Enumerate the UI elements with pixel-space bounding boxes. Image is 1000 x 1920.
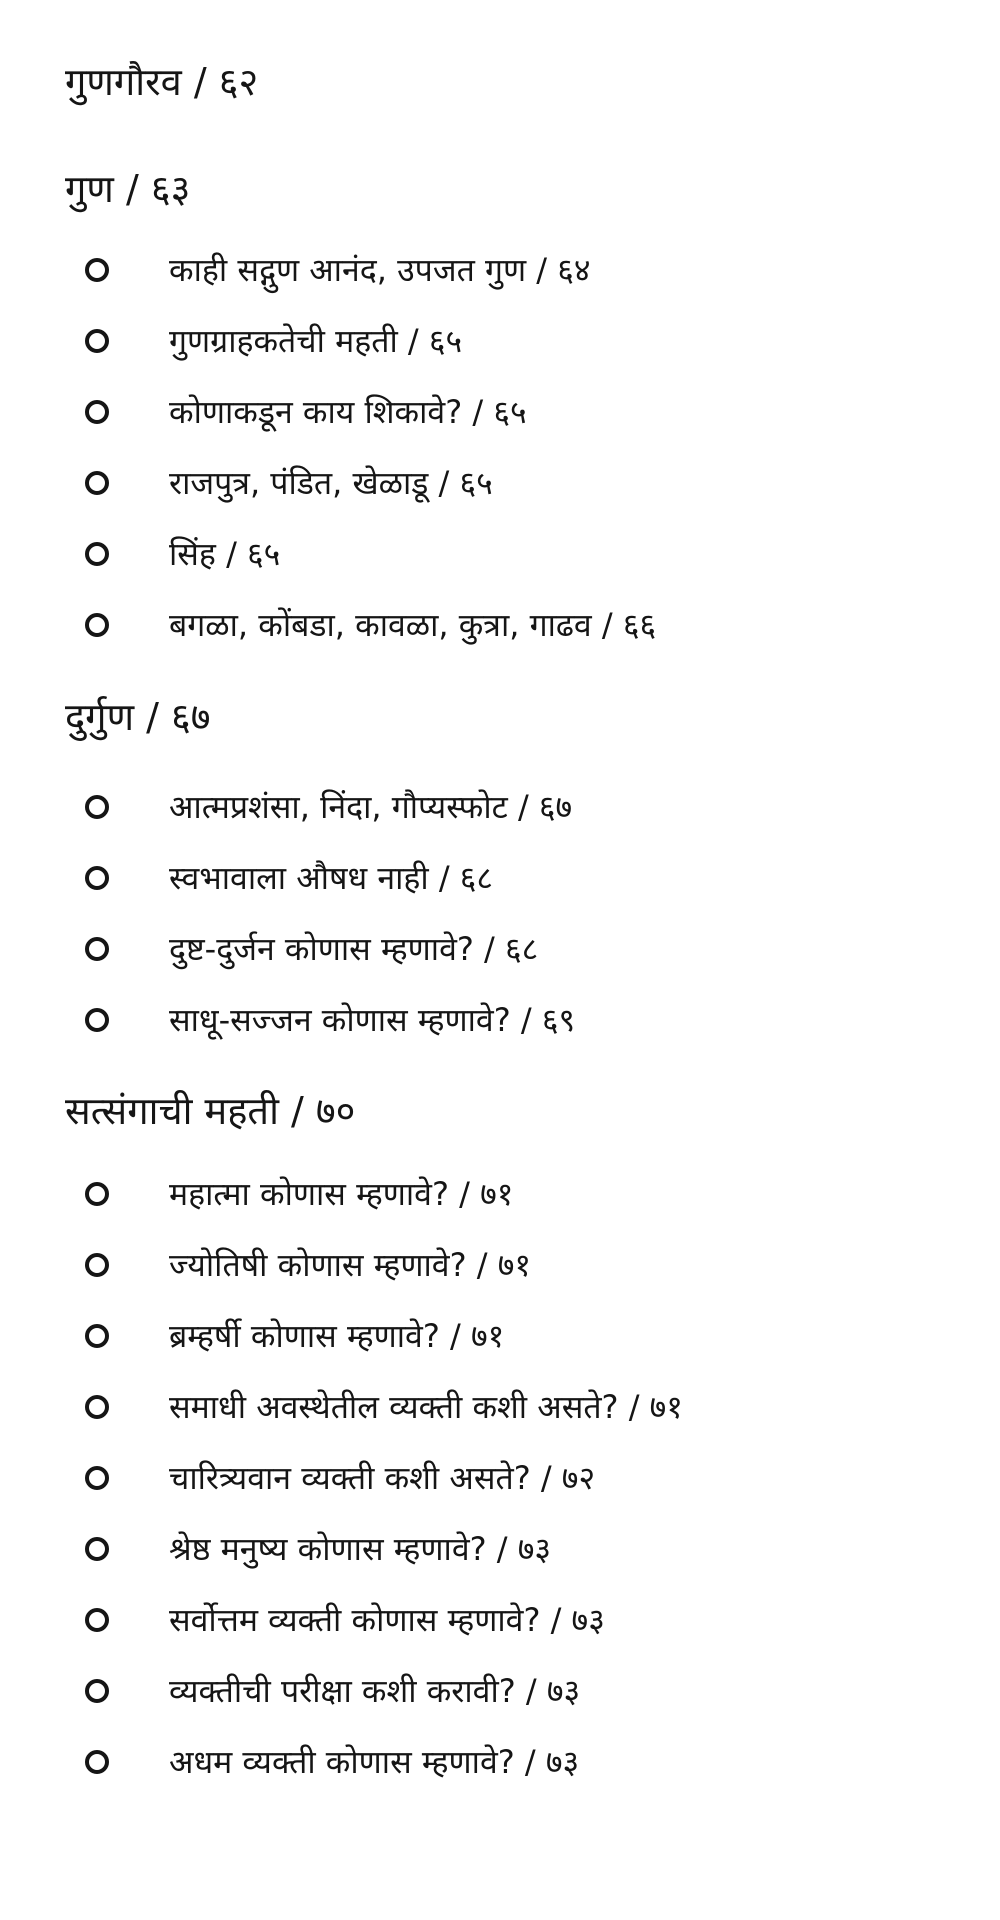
list-item-text: बगळा, कोंबडा, कावळा, कुत्रा, गाढव / ६६	[169, 606, 657, 644]
bullet-circle-icon	[85, 866, 109, 890]
list-item	[85, 246, 591, 294]
list-item	[85, 1454, 595, 1502]
bullet-circle-icon	[85, 1395, 109, 1419]
bullet-circle-icon	[85, 329, 109, 353]
list-item-text: कोणाकडून काय शिकावे? / ६५	[169, 393, 527, 431]
list-item-text: काही सद्गुण आनंद, उपजत गुण / ६४	[169, 251, 591, 289]
list-item	[85, 1596, 605, 1644]
bullet-circle-icon	[85, 471, 109, 495]
list-item	[85, 1170, 513, 1218]
list-item-text: ज्योतिषी कोणास म्हणावे? / ७१	[169, 1246, 531, 1284]
list-item	[85, 530, 280, 578]
bullet-circle-icon	[85, 258, 109, 282]
list-item	[85, 601, 656, 649]
section-heading-durgun: दुर्गुण / ६७	[65, 695, 211, 739]
bullet-circle-icon	[85, 795, 109, 819]
list-item-text: समाधी अवस्थेतील व्यक्ती कशी असते? / ७१	[169, 1388, 683, 1426]
list-item-text: गुणग्राहकतेची महती / ६५	[169, 322, 463, 360]
list-item-text: सिंह / ६५	[169, 535, 281, 573]
bullet-circle-icon	[85, 1750, 109, 1774]
list-item-text: राजपुत्र, पंडित, खेळाडू / ६५	[169, 464, 493, 502]
list-item	[85, 996, 575, 1044]
list-item	[85, 1525, 551, 1573]
list-item	[85, 388, 527, 436]
list-item-text: श्रेष्ठ मनुष्य कोणास म्हणावे? / ७३	[169, 1530, 552, 1568]
bullet-circle-icon	[85, 400, 109, 424]
list-item	[85, 459, 493, 507]
bullet-circle-icon	[85, 1466, 109, 1490]
bullet-circle-icon	[85, 1008, 109, 1032]
bullet-circle-icon	[85, 1324, 109, 1348]
list-item	[85, 854, 493, 902]
list-item	[85, 1241, 531, 1289]
list-item-text: स्वभावाला औषध नाही / ६८	[169, 859, 494, 897]
list-item	[85, 1667, 580, 1715]
section-heading-gunagaurav: गुणगौरव / ६२	[65, 60, 259, 104]
list-item-text: महात्मा कोणास म्हणावे? / ७१	[169, 1175, 514, 1213]
bullet-circle-icon	[85, 613, 109, 637]
list-item	[85, 1738, 579, 1786]
list-item-text: सर्वोत्तम व्यक्ती कोणास म्हणावे? / ७३	[169, 1601, 605, 1639]
bullet-circle-icon	[85, 1537, 109, 1561]
list-item-text: आत्मप्रशंसा, निंदा, गौप्यस्फोट / ६७	[169, 788, 573, 826]
bullet-circle-icon	[85, 937, 109, 961]
list-item	[85, 1383, 683, 1431]
list-item-text: चारित्र्यवान व्यक्ती कशी असते? / ७२	[169, 1459, 596, 1497]
list-item-text: साधू-सज्जन कोणास म्हणावे? / ६९	[169, 1001, 576, 1039]
list-item-text: दुष्ट-दुर्जन कोणास म्हणावे? / ६८	[169, 930, 539, 968]
bullet-circle-icon	[85, 1253, 109, 1277]
list-item-text: अधम व्यक्ती कोणास म्हणावे? / ७३	[169, 1743, 580, 1781]
list-item	[85, 925, 538, 973]
list-item	[85, 783, 572, 831]
bullet-circle-icon	[85, 1182, 109, 1206]
list-item-text: व्यक्तीची परीक्षा कशी करावी? / ७३	[169, 1672, 581, 1710]
section-heading-gun: गुण / ६३	[65, 167, 191, 211]
list-item-text: ब्रम्हर्षी कोणास म्हणावे? / ७१	[169, 1317, 505, 1355]
list-item	[85, 1312, 504, 1360]
section-heading-satsangachi-mahati: सत्संगाची महती / ७०	[65, 1089, 356, 1133]
bullet-circle-icon	[85, 1679, 109, 1703]
bullet-circle-icon	[85, 542, 109, 566]
bullet-circle-icon	[85, 1608, 109, 1632]
list-item	[85, 317, 462, 365]
